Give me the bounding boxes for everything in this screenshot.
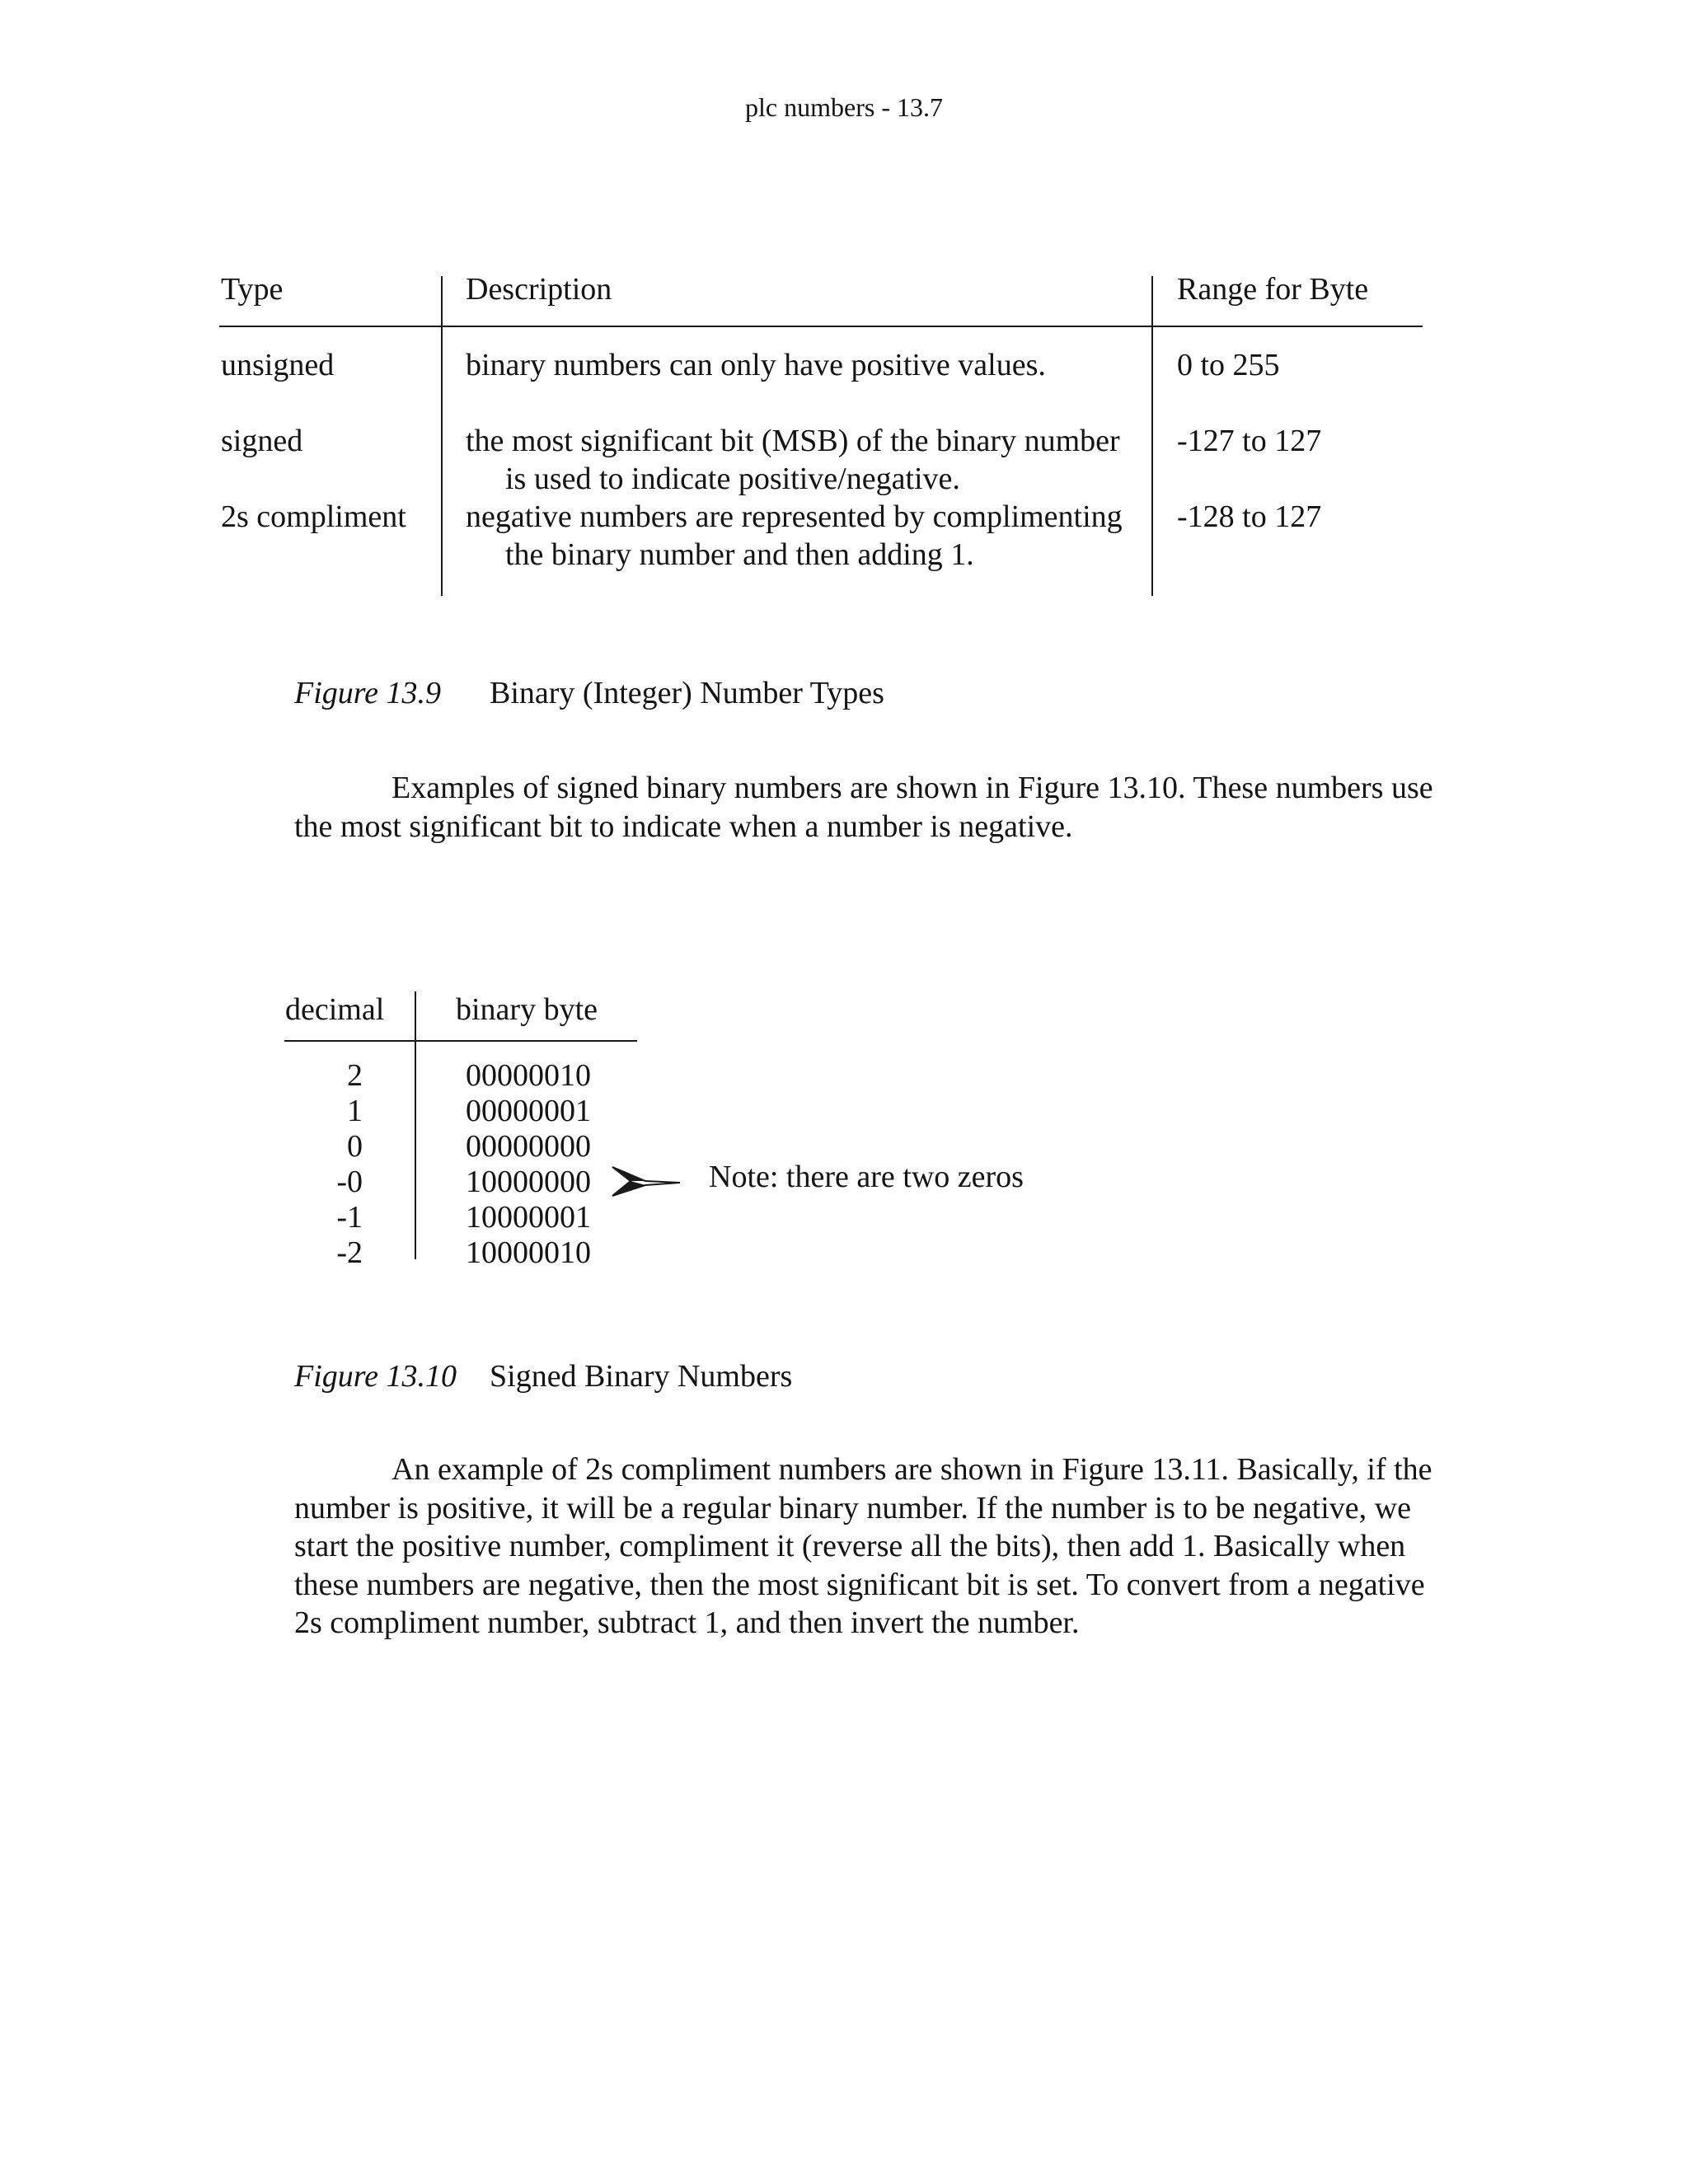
description-cell: binary numbers can only have positive values. bbox=[466, 348, 1046, 382]
binary-cell: 10000000 bbox=[466, 1165, 591, 1199]
note-text: Note: there are two zeros bbox=[709, 1160, 1024, 1194]
type-cell: unsigned bbox=[221, 348, 335, 382]
body-paragraph bbox=[294, 1451, 1432, 1643]
page-header: plc numbers - 13.7 bbox=[745, 92, 943, 122]
arrow-icon bbox=[606, 1158, 688, 1207]
description-cell: the most significant bit (MSB) of the binary number bbox=[466, 424, 1120, 458]
description-cell-continuation: is used to indicate positive/negative. bbox=[505, 462, 960, 496]
paragraph-line: these numbers are negative, then the most significant bit is set. To convert from a negative bbox=[294, 1567, 1425, 1602]
type-cell: 2s compliment bbox=[221, 499, 406, 534]
binary-cell: 00000001 bbox=[466, 1094, 591, 1128]
range-cell: -128 to 127 bbox=[1177, 499, 1322, 534]
table-column-divider bbox=[441, 276, 443, 596]
body-paragraph bbox=[294, 769, 1433, 846]
decimal-cell: 2 bbox=[347, 1058, 363, 1093]
table-header-rule bbox=[219, 326, 1423, 327]
binary-cell: 10000010 bbox=[466, 1235, 591, 1270]
decimal-cell: -2 bbox=[336, 1235, 363, 1270]
range-cell: -127 to 127 bbox=[1177, 424, 1322, 458]
description-cell-continuation: the binary number and then adding 1. bbox=[505, 537, 974, 572]
paragraph-line: 2s compliment number, subtract 1, and then invert the number. bbox=[294, 1605, 1080, 1640]
paragraph-line: the most significant bit to indicate when a number is negative. bbox=[294, 808, 1073, 844]
decimal-cell: -1 bbox=[336, 1200, 363, 1235]
description-cell: negative numbers are represented by complimenting bbox=[466, 499, 1123, 534]
table-column-divider bbox=[1151, 276, 1153, 596]
paragraph-line: An example of 2s compliment numbers are shown in Figure 13.11. Basically, if the bbox=[392, 1452, 1432, 1487]
figure-label: Figure 13.9 bbox=[294, 676, 442, 710]
decimal-cell: 0 bbox=[347, 1129, 363, 1164]
column-header-binary: binary byte bbox=[456, 992, 598, 1027]
table-column-divider bbox=[415, 991, 416, 1259]
binary-cell: 10000001 bbox=[466, 1200, 591, 1235]
range-cell: 0 to 255 bbox=[1177, 348, 1280, 382]
decimal-cell: -0 bbox=[336, 1165, 363, 1199]
paragraph-line: number is positive, it will be a regular binary number. If the number is to be negative, we bbox=[294, 1490, 1411, 1526]
binary-cell: 00000010 bbox=[466, 1058, 591, 1093]
column-header-type: Type bbox=[221, 272, 284, 307]
paragraph-line: Examples of signed binary numbers are shown in Figure 13.10. These numbers use bbox=[392, 771, 1433, 805]
type-cell: signed bbox=[221, 424, 303, 458]
column-header-range: Range for Byte bbox=[1177, 272, 1369, 307]
figure-caption: Signed Binary Numbers bbox=[490, 1359, 793, 1394]
binary-cell: 00000000 bbox=[466, 1129, 591, 1164]
figure-label: Figure 13.10 bbox=[294, 1359, 457, 1394]
column-header-description: Description bbox=[466, 272, 612, 307]
decimal-cell: 1 bbox=[347, 1094, 363, 1128]
paragraph-line: start the positive number, compliment it (reverse all the bits), then add 1. Basically when bbox=[294, 1529, 1406, 1563]
figure-caption: Binary (Integer) Number Types bbox=[490, 676, 884, 710]
table-header-rule bbox=[284, 1040, 637, 1042]
column-header-decimal: decimal bbox=[285, 992, 385, 1027]
